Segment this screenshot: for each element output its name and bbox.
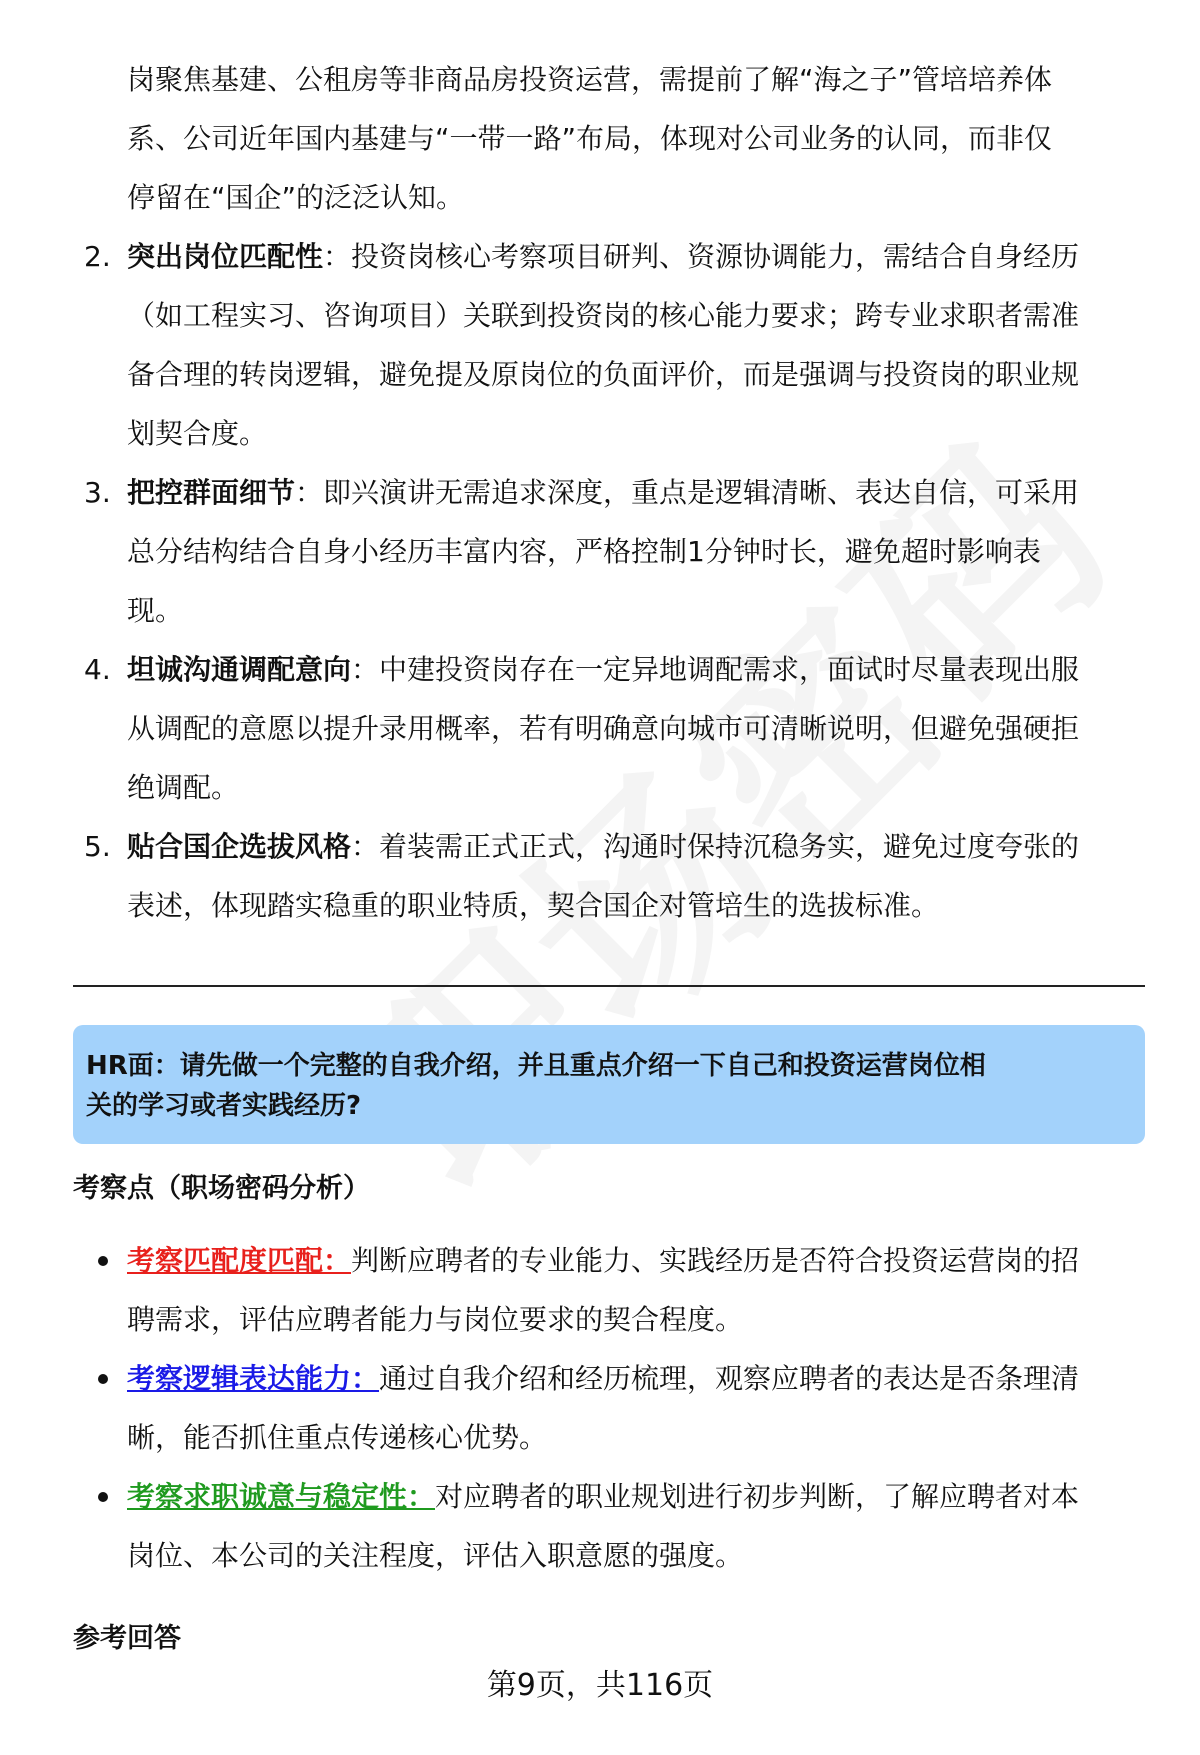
tip-item bbox=[127, 463, 1079, 522]
list-number: 4. bbox=[84, 653, 111, 686]
text-line: 聘需求，评估应聘者能力与岗位要求的契合程度。 bbox=[127, 1303, 744, 1336]
text-line: 从调配的意愿以提升录用概率，若有明确意向城市可清晰说明，但避免强硬拒 bbox=[127, 712, 1080, 745]
tip-text: ：即兴演讲无需追求深度，重点是逻辑清晰、表达自信，可采用 bbox=[295, 476, 1080, 509]
point-text: 通过自我介绍和经历梳理，观察应聘者的表达是否条理清 bbox=[379, 1362, 1080, 1395]
list-number: 2. bbox=[84, 240, 111, 273]
point-label: 考察匹配度匹配： bbox=[127, 1244, 352, 1277]
tip-label: 突出岗位匹配性 bbox=[127, 240, 324, 273]
list-number: 5. bbox=[84, 830, 111, 863]
divider bbox=[73, 985, 1145, 987]
tip-label: 贴合国企选拔风格 bbox=[127, 830, 352, 863]
bullet-icon bbox=[98, 1374, 108, 1384]
text-line: 岗位、本公司的关注程度，评估入职意愿的强度。 bbox=[127, 1539, 744, 1572]
tip-text: ：着装需正式正式，沟通时保持沉稳务实，避免过度夸张的 bbox=[351, 830, 1080, 863]
answer-heading: 参考回答 bbox=[73, 1623, 181, 1654]
text-line: 划契合度。 bbox=[127, 417, 268, 450]
text-line: 现。 bbox=[127, 594, 184, 627]
analysis-heading: 考察点（职场密码分析） bbox=[73, 1173, 370, 1204]
text-line: （如工程实习、咨询项目）关联到投资岗的核心能力要求；跨专业求职者需准 bbox=[127, 299, 1080, 332]
text-line: 停留在“国企”的泛泛认知。 bbox=[127, 181, 465, 214]
text-line: 总分结构结合自身小经历丰富内容，严格控制1分钟时长，避免超时影响表 bbox=[127, 535, 1041, 568]
text-line: 表述，体现踏实稳重的职业特质，契合国企对管培生的选拔标准。 bbox=[127, 889, 940, 922]
analysis-point bbox=[127, 1349, 1079, 1408]
point-label: 考察逻辑表达能力： bbox=[127, 1362, 380, 1395]
point-text: 对应聘者的职业规划进行初步判断，了解应聘者对本 bbox=[435, 1480, 1080, 1513]
analysis-point bbox=[127, 1467, 1079, 1526]
tip-text: ：投资岗核心考察项目研判、资源协调能力，需结合自身经历 bbox=[323, 240, 1080, 273]
text-line: 系、公司近年国内基建与“一带一路”布局，体现对公司业务的认同，而非仅 bbox=[127, 122, 1053, 155]
tip-label: 坦诚沟通调配意向 bbox=[127, 653, 352, 686]
tip-item bbox=[127, 640, 1079, 699]
analysis-point bbox=[127, 1231, 1079, 1290]
tip-item bbox=[127, 227, 1079, 286]
text-line: 岗聚焦基建、公租房等非商品房投资运营，需提前了解“海之子”管培培养体 bbox=[127, 63, 1053, 96]
question-line: HR面：请先做一个完整的自我介绍，并且重点介绍一下自己和投资运营岗位相 bbox=[86, 1051, 986, 1081]
text-line: 备合理的转岗逻辑，避免提及原岗位的负面评价，而是强调与投资岗的职业规 bbox=[127, 358, 1080, 391]
question-line: 关的学习或者实践经历? bbox=[86, 1091, 362, 1121]
text-line: 绝调配。 bbox=[127, 771, 240, 804]
list-number: 3. bbox=[84, 476, 111, 509]
point-text: 判断应聘者的专业能力、实践经历是否符合投资运营岗的招 bbox=[351, 1244, 1080, 1277]
page-number: 第9页，共116页 bbox=[486, 1668, 714, 1703]
tip-text: ：中建投资岗存在一定异地调配需求，面试时尽量表现出服 bbox=[351, 653, 1080, 686]
point-label: 考察求职诚意与稳定性： bbox=[127, 1480, 436, 1513]
bullet-icon bbox=[98, 1256, 108, 1266]
tip-item bbox=[127, 817, 1079, 876]
bullet-icon bbox=[98, 1492, 108, 1502]
text-line: 晰，能否抓住重点传递核心优势。 bbox=[127, 1421, 548, 1454]
tip-label: 把控群面细节 bbox=[127, 476, 296, 509]
